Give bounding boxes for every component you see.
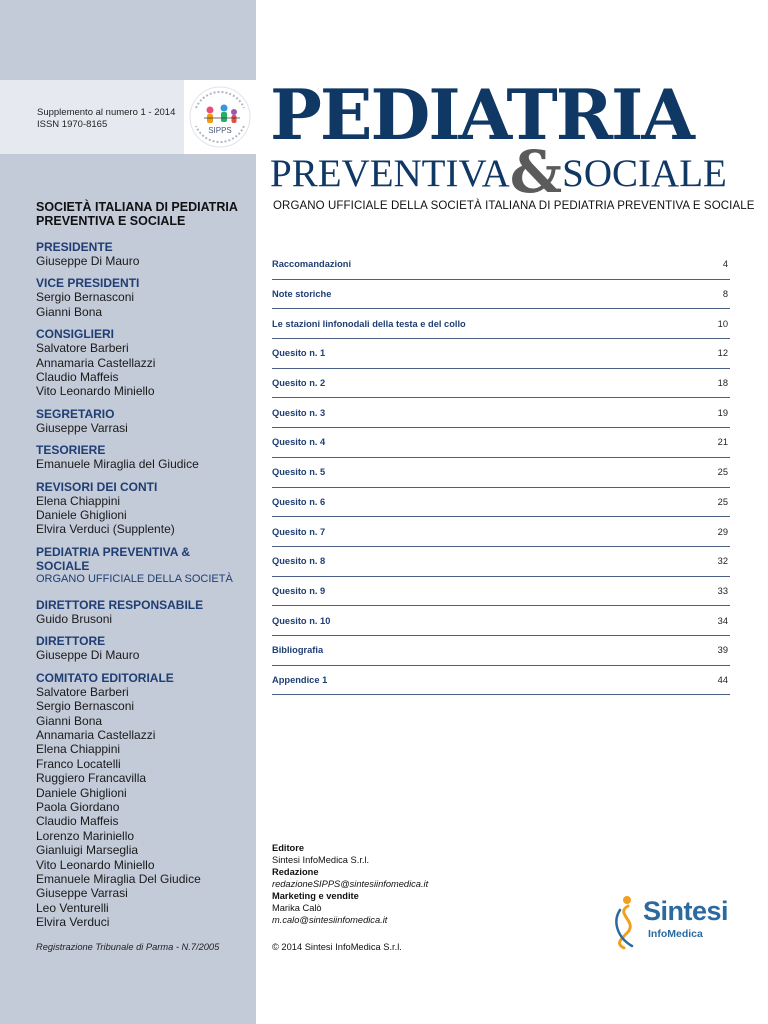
redazione-label: Redazione	[272, 867, 319, 877]
toc-title: Quesito n. 2	[272, 378, 326, 389]
toc-title: Quesito n. 10	[272, 615, 331, 626]
role-heading: CONSIGLIERI	[36, 327, 115, 342]
toc-title: Bibliografia	[272, 645, 324, 656]
member-name: Daniele Ghiglioni	[36, 785, 127, 800]
toc-page: 18	[717, 378, 728, 389]
sidebar-content	[36, 200, 246, 930]
svg-text:SIPPS: SIPPS	[208, 126, 232, 135]
member-name: Ruggiero Francavilla	[36, 771, 147, 786]
toc-title: Note storiche	[272, 289, 332, 300]
toc-title: Quesito n. 4	[272, 437, 326, 448]
member-name: Gianni Bona	[36, 304, 103, 319]
masthead-subtitle	[270, 138, 740, 206]
toc-page: 25	[717, 496, 728, 507]
toc-title: Quesito n. 6	[272, 496, 326, 507]
toc-page: 32	[717, 556, 728, 567]
member-name: Paola Giordano	[36, 799, 120, 814]
toc-page: 19	[717, 407, 728, 418]
member-name: Elena Chiappini	[36, 742, 121, 757]
member-name: Annamaria Castellazzi	[36, 727, 156, 742]
member-name: Lorenzo Mariniello	[36, 828, 135, 843]
member-name: Guido Brusoni	[36, 611, 113, 626]
member-name: Elvira Verduci (Supplente)	[36, 522, 175, 537]
masthead-ampersand: &	[509, 138, 563, 206]
toc-title: Appendice 1	[272, 674, 328, 685]
sintesi-logo	[610, 892, 740, 952]
role-heading: COMITATO EDITORIALE	[36, 670, 174, 685]
organ-tagline: ORGANO UFFICIALE DELLA SOCIETÀ ITALIANA DI PEDIATRIA PREVENTIVA E SOCIALE	[273, 200, 755, 212]
toc-title: Quesito n. 7	[272, 526, 326, 537]
toc-page: 10	[717, 318, 728, 329]
supplement-number: Supplemento al numero 1 - 2014	[37, 107, 176, 118]
masthead-title: PEDIATRIA	[270, 75, 693, 156]
redazione-email[interactable]: redazioneSIPPS@sintesiinfomedica.it	[272, 879, 429, 889]
toc-row[interactable]	[272, 309, 730, 339]
member-name: Gianni Bona	[36, 713, 103, 728]
masthead-sociale: SOCIALE	[562, 152, 727, 195]
toc-row[interactable]	[272, 547, 730, 577]
member-name: Giuseppe Di Mauro	[36, 254, 140, 268]
table-of-contents	[272, 250, 730, 695]
toc-page: 34	[717, 615, 728, 626]
publisher-info	[272, 842, 428, 926]
member-name: Emanuele Miraglia Del Giudice	[36, 871, 201, 886]
toc-page: 25	[717, 467, 728, 478]
toc-row[interactable]	[272, 636, 730, 666]
member-name: Gianluigi Marseglia	[36, 843, 139, 858]
toc-page: 12	[717, 348, 728, 359]
marketing-label: Marketing e vendite	[272, 891, 359, 901]
tesoriere-section	[36, 443, 246, 471]
consiglieri-section	[36, 327, 246, 399]
toc-title: Quesito n. 1	[272, 348, 326, 359]
toc-title: Quesito n. 5	[272, 467, 326, 478]
member-name: Giuseppe Varrasi	[36, 420, 128, 435]
toc-row[interactable]	[272, 339, 730, 369]
toc-page: 44	[717, 674, 728, 685]
journal-subtitle: ORGANO UFFICIALE DELLA SOCIETÀ	[36, 572, 233, 585]
member-name: Annamaria Castellazzi	[36, 355, 156, 370]
editore-name: Sintesi InfoMedica S.r.l.	[272, 855, 370, 865]
segretario-section	[36, 407, 246, 435]
supplement-info	[37, 107, 175, 131]
marketing-name: Marika Calò	[272, 903, 322, 913]
toc-page: 33	[717, 585, 728, 596]
role-heading: REVISORI DEI CONTI	[36, 479, 158, 494]
member-name: Claudio Maffeis	[36, 814, 119, 829]
member-name: Giuseppe Di Mauro	[36, 648, 140, 663]
toc-page: 29	[717, 526, 728, 537]
revisori-section	[36, 480, 246, 537]
member-name: Leo Venturelli	[36, 900, 109, 915]
member-name: Daniele Ghiglioni	[36, 508, 127, 523]
toc-page: 4	[722, 259, 728, 270]
journal-name: PEDIATRIA PREVENTIVA & SOCIALE	[36, 544, 191, 573]
member-name: Elvira Verduci	[36, 915, 110, 930]
toc-title: Raccomandazioni	[272, 259, 352, 270]
issn: ISSN 1970-8165	[37, 119, 108, 130]
member-name: Emanuele Miraglia del Giudice	[36, 457, 199, 472]
marketing-email[interactable]: m.calo@sintesiinfomedica.it	[272, 915, 388, 925]
toc-title: Quesito n. 8	[272, 556, 326, 567]
sipps-logo-icon	[184, 80, 256, 154]
toc-title: Quesito n. 3	[272, 407, 326, 418]
toc-row[interactable]	[272, 458, 730, 488]
role-heading: SEGRETARIO	[36, 406, 115, 421]
comitato-list	[36, 685, 246, 930]
member-name: Sergio Bernasconi	[36, 699, 135, 714]
toc-page: 21	[717, 437, 728, 448]
brand-subtitle: InfoMedica	[648, 928, 703, 940]
member-name: Salvatore Barberi	[36, 684, 129, 699]
role-heading: TESORIERE	[36, 443, 106, 458]
role-heading: DIRETTORE	[36, 634, 106, 649]
registration-note: Registrazione Tribunale di Parma - N.7/2005	[36, 942, 220, 952]
toc-title: Le stazioni linfonodali della testa e del collo	[272, 318, 466, 329]
sipps-logo	[184, 80, 256, 154]
member-name: Franco Locatelli	[36, 756, 121, 771]
toc-row[interactable]	[272, 577, 730, 607]
toc-row[interactable]	[272, 428, 730, 458]
member-name: Vito Leonardo Miniello	[36, 857, 155, 872]
toc-title: Quesito n. 9	[272, 585, 326, 596]
role-heading: VICE PRESIDENTI	[36, 276, 140, 291]
editore-label: Editore	[272, 843, 305, 853]
direttore-responsabile-section	[36, 598, 246, 626]
toc-row[interactable]	[272, 369, 730, 399]
journal-section	[36, 545, 246, 586]
toc-row[interactable]	[272, 250, 730, 280]
copyright: © 2014 Sintesi InfoMedica S.r.l.	[272, 942, 402, 952]
presidente-section	[36, 240, 246, 268]
member-name: Vito Leonardo Miniello	[36, 384, 155, 399]
member-name: Claudio Maffeis	[36, 370, 119, 385]
toc-row[interactable]	[272, 398, 730, 428]
society-name-line1: SOCIETÀ ITALIANA DI PEDIATRIA	[36, 200, 238, 214]
masthead-preventiva: PREVENTIVA	[270, 152, 510, 195]
brand-name: Sintesi	[643, 896, 729, 926]
member-name: Elena Chiappini	[36, 493, 121, 508]
direttore-section	[36, 634, 246, 662]
society-name-line2: PREVENTIVA E SOCIALE	[36, 214, 186, 228]
member-name: Salvatore Barberi	[36, 341, 129, 356]
role-heading: PRESIDENTE	[36, 240, 113, 254]
toc-row[interactable]	[272, 280, 730, 310]
role-heading: DIRETTORE RESPONSABILE	[36, 597, 204, 612]
member-name: Sergio Bernasconi	[36, 290, 135, 305]
toc-row[interactable]	[272, 517, 730, 547]
vice-presidenti-section	[36, 276, 246, 319]
toc-page: 39	[717, 645, 728, 656]
toc-row[interactable]	[272, 606, 730, 636]
toc-row[interactable]	[272, 488, 730, 518]
toc-row[interactable]	[272, 666, 730, 696]
member-name: Giuseppe Varrasi	[36, 886, 128, 901]
toc-page: 8	[722, 289, 728, 300]
comitato-section	[36, 671, 246, 930]
